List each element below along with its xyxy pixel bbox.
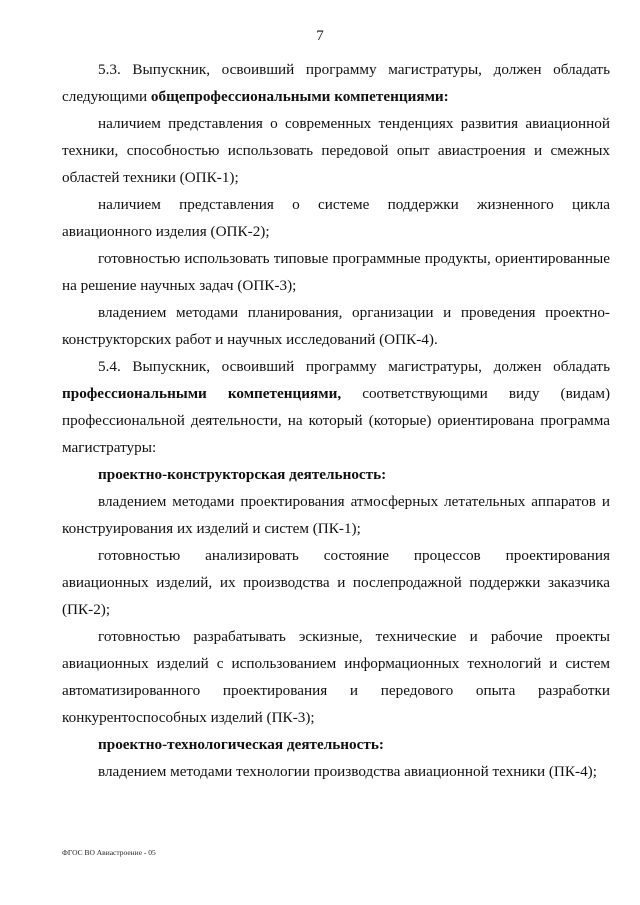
competency-opk-1: наличием представления о современных тенденциях развития авиационной техники, способностью использовать передовой опыт авиастроения и смежных областей техники (ОПК-1); (62, 115, 610, 186)
paragraph-5-4 (62, 353, 610, 461)
competency-opk-4: владением методами планирования, организации и проведения проектно-конструкторских работ и научных исследований (ОПК-4). (62, 304, 610, 348)
paragraph-5-4-text-a: 5.4. Выпускник, освоивший программу магистратуры, должен обладать (98, 358, 610, 375)
professional-competencies-term: профессиональными компетенциями, (62, 385, 342, 402)
document-body (62, 56, 610, 785)
paragraph-5-4-text-c: соответствующими виду (видам) профессиональной деятельности, на который (которые) ориентирована программа магистратуры: (62, 385, 611, 456)
competency-pk-1: владением методами проектирования атмосферных летательных аппаратов и конструирования их изделий и систем (ПК-1); (62, 493, 610, 537)
competency-pk-3: готовностью разрабатывать эскизные, технические и рабочие проекты авиационных изделий с использованием информационных технологий и систем автоматизированного проектирования и передового опыта разработки конкурентоспособных изделий (ПК-3); (62, 628, 610, 726)
competency-pk-2: готовностью анализировать состояние процессов проектирования авиационных изделий, их производства и послепродажной поддержки заказчика (ПК-2); (62, 547, 610, 618)
competency-opk-2: наличием представления о системе поддержки жизненного цикла авиационного изделия (ОПК-2); (62, 196, 610, 240)
paragraph-5-3 (62, 56, 610, 110)
section-heading-technology: проектно-технологическая деятельность: (98, 736, 384, 753)
page-footer: ФГОС ВО Авиастроение - 05 (62, 848, 156, 857)
competency-pk-4: владением методами технологии производства авиационной техники (ПК-4); (98, 763, 597, 780)
competency-opk-3: готовностью использовать типовые программные продукты, ориентированные на решение научных задач (ОПК-3); (62, 250, 610, 294)
paragraph-5-3-text: 5.3. Выпускник, освоивший программу магистратуры, должен обладать следующими (62, 61, 610, 105)
section-heading-design: проектно-конструкторская деятельность: (98, 466, 387, 483)
general-professional-competencies-term: общепрофессиональными компетенциями: (150, 88, 449, 105)
page-number: 7 (316, 28, 324, 44)
